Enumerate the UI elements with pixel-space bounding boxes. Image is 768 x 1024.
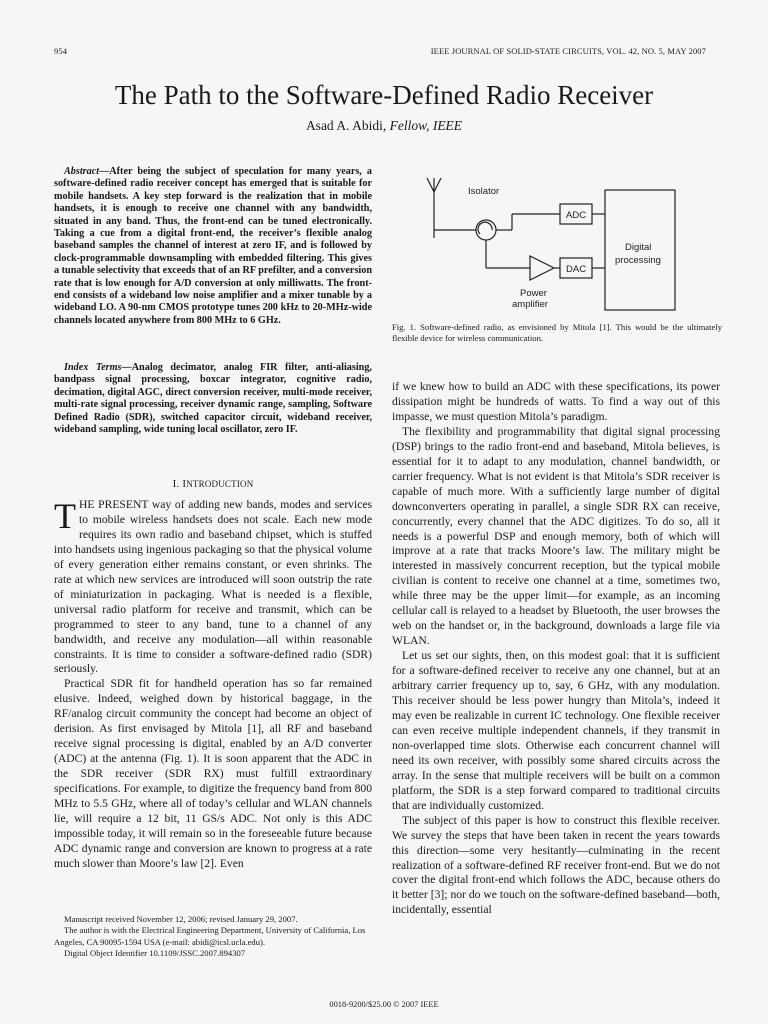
dac-label: DAC (566, 264, 587, 275)
right-paragraph-3: Let us set our sights, then, on this modest goal: that it is sufficient for a software-defined receiver to receive any one channel, but at an arbitrary carrier frequency up to, say, 6 GHz, with any modulation. This receiver should be less power hungry than Mitola’s, indeed it may even be realizable in current IC technology. One flexible receiver can even receive multiple independent channels, if they transmit in non-overlapped time slots. Otherwise each concurrent channel will need its own receiver, with possibly some shared circuits across the array. In the sense that multiple receivers will be built on a common platform, the SDR is a step forward compared to traditional circuits that are individually customized. (392, 649, 720, 812)
author-name: Asad A. Abidi, (305, 118, 387, 133)
figure-1 (420, 170, 680, 323)
intro-paragraph-2: Practical SDR fit for handheld operation has so far remained elusive. Indeed, weighed down by historical baggage, in the RF/analog circuit community the concept had become an object of derision. As first envisaged by Mitola [1], all RF and baseband receive signal processing is digital, enabled by an A/D converter (ADC) at the antenna (Fig. 1). It is soon apparent that the ADC in the SDR receiver (SDR RX) must fulfill extraordinary specifications. For example, to digitize the frequency band from 800 MHz to 5.5 GHz, where all of today’s cellular and WLAN channels lie, will require a 12 bit, 11 GS/s ADC. Not only is this ADC impossible today, it will remain so in the foreseeable future because ADC dynamic range and conversion are known to progress at a rate much slower than Moore’s law [2]. Even (54, 677, 372, 870)
processing-label: processing (615, 255, 661, 266)
section-title-rest: NTRODUCTION (186, 479, 254, 489)
section-number: I. (172, 478, 180, 490)
isolator-arrow (478, 222, 492, 234)
author-line (0, 118, 768, 134)
index-terms-lead: Index Terms (64, 362, 122, 373)
power-amplifier-symbol (530, 256, 554, 280)
figure-caption: Fig. 1. Software-defined radio, as envisioned by Mitola [1]. This would be the ultimately flexible device for wireless communication. (392, 322, 722, 344)
drop-cap: T (54, 496, 76, 536)
paper-title: The Path to the Software-Defined Radio Receiver (114, 80, 654, 110)
journal-header: IEEE JOURNAL OF SOLID-STATE CIRCUITS, VOL. 42, NO. 5, MAY 2007 (430, 46, 706, 56)
right-paragraph-4: The subject of this paper is how to construct this flexible receiver. We survey the steps that have been taken in recent the years towards this direction—some very hesitantly—culminating in the recent realization of a software-defined RF receiver front-end. But we do not cover the digital front-end which follows the ADC, because others do it better [3]; nor do we touch on the software-defined baseband—both, incidentally, essential (392, 813, 720, 917)
right-paragraph-1: if we knew how to build an ADC with these specifications, its power dissipation might be hundreds of watts. To find a way out of this impasse, we must question Mitola’s paradigm. (392, 380, 720, 423)
right-column-body (392, 380, 720, 918)
amplifier-label: amplifier (512, 299, 548, 310)
footnotes (54, 914, 372, 960)
antenna-arm-left (427, 178, 434, 192)
isolator-symbol (476, 220, 496, 240)
page-number: 954 (54, 46, 68, 56)
abstract-text: —After being the subject of speculation for many years, a software-defined radio receiver concept has emerged that is suitable for mobile handsets. A key step forward is the realization that in mobile handsets, it is enough to receive one channel with any bandwidth, situated in any band. Thus, the front-end can be tuned electronically. Taking a cue from a digital front-end, the receiver’s flexible analog baseband samples the channel of interest at zero IF, and is followed by clock-programmable downsampling with embedded filtering. This gives a tunable selectivity that exceeds that of an RF prefilter, and a conversion rate that is low enough for A/D conversion at only milliwatts. The front-end consists of a wideband low noise amplifier and a mixer tunable by a wideband LO. A 90-nm CMOS prototype tunes 200 kHz to 20-MHz-wide channels located anywhere from 800 MHz to 6 GHz. (54, 166, 372, 326)
abstract-lead: Abstract (64, 166, 100, 177)
index-terms (54, 362, 372, 436)
power-label: Power (520, 288, 547, 299)
sdr-block-diagram (420, 170, 680, 318)
antenna-arm-right (434, 178, 441, 192)
footnote-received: Manuscript received November 12, 2006; revised January 29, 2007. (64, 914, 298, 924)
adc-label: ADC (566, 210, 587, 221)
abstract (54, 166, 372, 327)
copyright-line: 0018-9200/$25.00 © 2007 IEEE (329, 1000, 439, 1009)
introduction-body (54, 498, 372, 872)
digital-label: Digital (625, 242, 652, 253)
author-affiliation: Fellow, IEEE (389, 118, 463, 133)
footnote-affiliation: The author is with the Electrical Engineering Department, University of California, Los Angeles, CA 90095-1594 USA (e-mail: abidi@icsl.ucla.edu). (54, 925, 366, 947)
intro-paragraph-1: HE PRESENT way of adding new bands, modes and services to mobile wireless handsets does not scale. Each new mode requires its own radio and baseband chipset, which is stuffed into handsets using ingenious packaging so that the physical volume of every generation either remains constant, or even shrinks. The rate at which new services are introduced will soon outstrip the rate of miniaturization in packaging. What is needed is a flexible, universal radio platform for receive and transmit, which can be programmed to steer to any band, tune to a channel of any bandwidth, and receive any modulation—all within reasonable constraints. It is time to consider a software-defined radio (SDR) seriously. (54, 498, 372, 676)
section-title-first: I (182, 478, 187, 490)
right-paragraph-2: The flexibility and programmability that digital signal processing (DSP) brings to the radio front-end and baseband, Mitola believes, is essential for it to adapt to any modulation, channel bandwidth, or carrier frequency. What is not evident is that Mitola’s SDR receiver is capable of much more. With a sufficiently large number of digital downconverters operating in parallel, a single SDR RX can receive, concurrently, every channel that the ADC digitizes. To do so, all it needs is a powerful DSP and enough memory, both of which will improve at a rate that tracks Moore’s law. The military might be interested in massively concurrent reception, but the typical mobile civilian is content to receive one channel at a time, sometimes two, while three may be the upper limit—for example, as an incoming cellular call is relayed to a headset by Bluetooth, the user browses the web on the handset or, in the background, downloads a large file via WLAN. (392, 424, 720, 648)
section-heading (54, 478, 372, 490)
isolator-label: Isolator (468, 186, 500, 197)
index-terms-text: —Analog decimator, analog FIR filter, anti-aliasing, bandpass signal processing, boxcar integrator, cognitive radio, decimation, digital AGC, direct conversion receiver, multi-mode receiver, multi-rate signal processing, receiver dynamic range, sampling, Software Defined Radio (SDR), switched capacitor circuit, wideband receiver, wideband sampling, wide tuning local oscillator, zero IF. (54, 362, 372, 436)
footnote-doi: Digital Object Identifier 10.1109/JSSC.2007.894307 (64, 948, 246, 959)
